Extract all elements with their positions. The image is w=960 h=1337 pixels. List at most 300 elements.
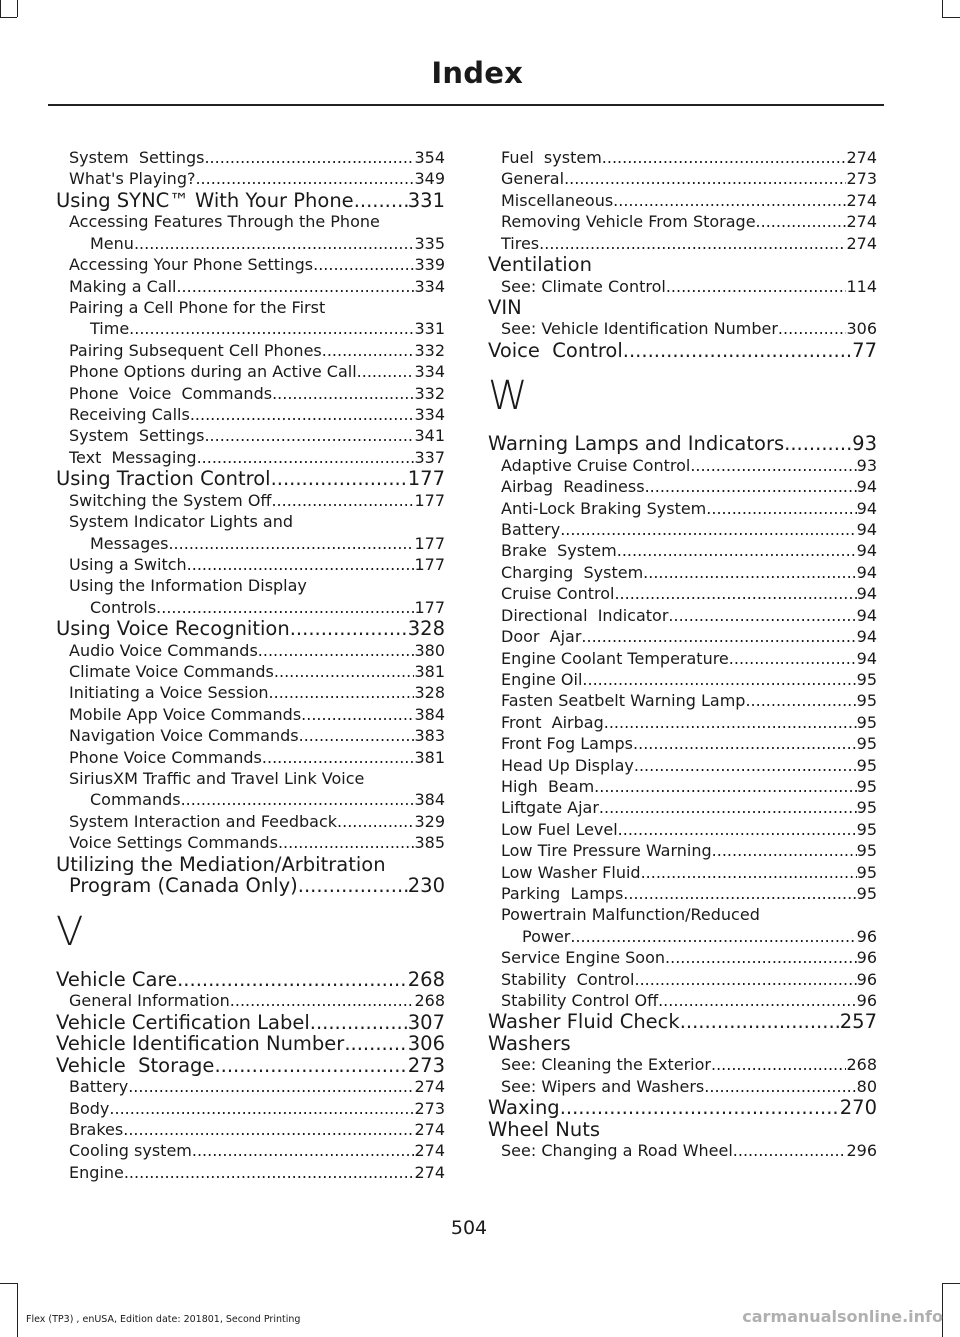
index-subentry bbox=[56, 254, 445, 275]
entry-label: Switching the System Off bbox=[69, 490, 272, 510]
entry-page-number: 95 bbox=[856, 798, 877, 818]
crop-mark bbox=[942, 0, 943, 17]
index-subentry bbox=[56, 276, 445, 297]
index-subentry bbox=[488, 947, 877, 968]
index-subentry bbox=[488, 755, 877, 776]
entry-label: Washer Fluid Check bbox=[488, 1010, 680, 1034]
crop-mark bbox=[17, 0, 18, 17]
dot-leader bbox=[745, 690, 856, 711]
dot-leader bbox=[581, 626, 856, 647]
entry-page-number: 94 bbox=[856, 584, 877, 604]
entry-label: Brakes bbox=[69, 1119, 124, 1139]
entry-label: Menu bbox=[90, 233, 134, 253]
entry-label: Vehicle Certification Label bbox=[56, 1010, 310, 1034]
entry-label: Directional Indicator bbox=[501, 605, 669, 625]
dot-leader bbox=[134, 233, 415, 254]
entry-page-number: 95 bbox=[856, 755, 877, 775]
entry-page-number: 349 bbox=[414, 169, 445, 189]
dot-leader bbox=[711, 1054, 846, 1075]
dot-leader bbox=[617, 540, 857, 561]
entry-label: Miscellaneous bbox=[501, 190, 614, 210]
entry-label: Messages bbox=[90, 533, 169, 553]
dot-leader bbox=[641, 862, 857, 883]
entry-page-number: 385 bbox=[414, 833, 445, 853]
index-subentry bbox=[488, 1140, 877, 1161]
dot-leader bbox=[301, 704, 414, 725]
dot-leader bbox=[633, 733, 857, 754]
dot-leader bbox=[272, 383, 414, 404]
dot-leader bbox=[129, 318, 414, 339]
entry-page-number: 383 bbox=[414, 726, 445, 746]
entry-label: See: Wipers and Washers bbox=[501, 1076, 705, 1096]
entry-page-number: 335 bbox=[414, 233, 445, 253]
index-subentry bbox=[488, 562, 877, 583]
entry-page-number: 95 bbox=[856, 776, 877, 796]
entry-label: Commands bbox=[90, 790, 181, 810]
dot-leader bbox=[269, 682, 415, 703]
index-subentry bbox=[488, 862, 877, 883]
entry-page-number: 94 bbox=[856, 498, 877, 518]
index-subentry bbox=[56, 747, 445, 768]
index-entry bbox=[56, 468, 445, 490]
dot-leader bbox=[784, 433, 852, 455]
index-subentry: Accessing Features Through the Phone bbox=[69, 212, 380, 232]
entry-label: Brake System bbox=[501, 541, 617, 561]
dot-leader bbox=[262, 747, 415, 768]
entry-label: What's Playing? bbox=[69, 169, 196, 189]
entry-page-number: 384 bbox=[414, 704, 445, 724]
index-subentry bbox=[488, 233, 877, 254]
entry-label: Using Traction Control bbox=[56, 467, 271, 491]
entry-label: Waxing bbox=[488, 1096, 560, 1120]
index-entry bbox=[56, 1033, 445, 1055]
dot-leader bbox=[274, 661, 415, 682]
index-subentry bbox=[56, 168, 445, 189]
entry-page-number: 274 bbox=[414, 1141, 445, 1161]
dot-leader bbox=[271, 468, 408, 490]
entry-page-number: 274 bbox=[846, 190, 877, 210]
index-subentry bbox=[488, 147, 877, 168]
crop-mark bbox=[942, 1283, 960, 1284]
dot-leader bbox=[756, 211, 847, 232]
entry-label: Pairing Subsequent Cell Phones bbox=[69, 340, 322, 360]
entry-label: Front Fog Lamps bbox=[501, 734, 634, 754]
index-subentry bbox=[488, 190, 877, 211]
index-subentry bbox=[488, 819, 877, 840]
entry-label: Removing Vehicle From Storage bbox=[501, 212, 756, 232]
entry-label: Airbag Readiness bbox=[501, 477, 645, 497]
dot-leader bbox=[666, 276, 847, 297]
dot-leader bbox=[733, 1140, 847, 1161]
entry-page-number: 274 bbox=[846, 212, 877, 232]
index-subentry bbox=[488, 883, 877, 904]
entry-page-number: 331 bbox=[414, 319, 445, 339]
index-entry bbox=[56, 1012, 445, 1034]
entry-label: See: Cleaning the Exterior bbox=[501, 1055, 711, 1075]
entry-label: Cooling system bbox=[69, 1141, 192, 1161]
dot-leader bbox=[344, 1033, 407, 1055]
index-subentry bbox=[56, 233, 445, 254]
index-subentry bbox=[56, 990, 445, 1011]
entry-label: High Beam bbox=[501, 776, 595, 796]
index-subentry bbox=[56, 640, 445, 661]
index-subentry bbox=[488, 318, 877, 339]
index-subentry bbox=[488, 276, 877, 297]
dot-leader bbox=[570, 926, 856, 947]
dot-leader bbox=[645, 476, 857, 497]
index-column-right bbox=[488, 147, 877, 1162]
dot-leader bbox=[658, 990, 857, 1011]
entry-page-number: 268 bbox=[414, 991, 445, 1011]
entry-label: Fasten Seatbelt Warning Lamp bbox=[501, 691, 746, 711]
entry-label: Phone Options during an Active Call bbox=[69, 362, 357, 382]
dot-leader bbox=[123, 1119, 414, 1140]
index-subentry bbox=[56, 1140, 445, 1161]
entry-label: Stability Control bbox=[501, 969, 635, 989]
entry-label: Phone Voice Commands bbox=[69, 383, 273, 403]
index-subentry bbox=[56, 447, 445, 468]
index-subentry bbox=[488, 690, 877, 711]
index-entry bbox=[56, 618, 445, 640]
entry-page-number: 273 bbox=[414, 1098, 445, 1118]
dot-leader bbox=[643, 562, 856, 583]
index-subentry bbox=[56, 1119, 445, 1140]
dot-leader bbox=[278, 832, 415, 853]
dot-leader bbox=[109, 1098, 414, 1119]
index-subentry bbox=[56, 340, 445, 361]
dot-leader bbox=[594, 776, 856, 797]
crop-mark bbox=[17, 1283, 18, 1337]
dot-leader bbox=[778, 318, 847, 339]
entry-label: Body bbox=[69, 1098, 110, 1118]
index-entry bbox=[56, 1055, 445, 1077]
watermark: carmanualsonline.info bbox=[742, 1307, 943, 1326]
crop-mark bbox=[942, 17, 960, 18]
entry-page-number: 307 bbox=[407, 1010, 445, 1034]
index-subentry bbox=[56, 811, 445, 832]
entry-page-number: 95 bbox=[856, 734, 877, 754]
entry-label: Mobile App Voice Commands bbox=[69, 704, 302, 724]
index-entry: Washers bbox=[488, 1031, 571, 1055]
entry-label: Engine Coolant Temperature bbox=[501, 648, 729, 668]
index-subentry bbox=[56, 533, 445, 554]
entry-label: Battery bbox=[501, 520, 561, 540]
entry-label: Adaptive Cruise Control bbox=[501, 455, 691, 475]
dot-leader bbox=[187, 554, 415, 575]
entry-page-number: 274 bbox=[846, 233, 877, 253]
dot-leader bbox=[357, 361, 415, 382]
index-subentry bbox=[56, 361, 445, 382]
dot-leader bbox=[564, 168, 846, 189]
entry-label: Anti-Lock Braking System bbox=[501, 498, 707, 518]
entry-label: Cruise Control bbox=[501, 584, 615, 604]
index-subentry bbox=[488, 540, 877, 561]
entry-page-number: 96 bbox=[856, 948, 877, 968]
dot-leader bbox=[128, 1076, 414, 1097]
entry-page-number: 329 bbox=[414, 811, 445, 831]
entry-label: Using SYNC™ With Your Phone bbox=[56, 188, 354, 212]
entry-label: Vehicle Identification Number bbox=[56, 1032, 345, 1056]
index-entry bbox=[56, 969, 445, 991]
entry-page-number: 331 bbox=[407, 188, 445, 212]
dot-leader bbox=[582, 669, 856, 690]
dot-leader bbox=[634, 755, 857, 776]
entry-page-number: 96 bbox=[856, 926, 877, 946]
entry-page-number: 93 bbox=[856, 455, 877, 475]
index-subentry bbox=[56, 490, 445, 511]
crop-mark bbox=[0, 1283, 17, 1284]
entry-page-number: 94 bbox=[856, 648, 877, 668]
index-column-left bbox=[56, 147, 445, 1183]
dot-leader bbox=[613, 190, 846, 211]
entry-label: Door Ajar bbox=[501, 627, 582, 647]
dot-leader bbox=[313, 254, 414, 275]
entry-page-number: 95 bbox=[856, 691, 877, 711]
entry-label: Audio Voice Commands bbox=[69, 640, 258, 660]
dot-leader bbox=[124, 1162, 415, 1183]
index-subentry bbox=[56, 597, 445, 618]
entry-page-number: 341 bbox=[414, 426, 445, 446]
entry-page-number: 334 bbox=[414, 276, 445, 296]
entry-page-number: 274 bbox=[414, 1077, 445, 1097]
entry-page-number: 273 bbox=[846, 169, 877, 189]
index-entry bbox=[56, 875, 445, 897]
dot-leader bbox=[230, 990, 415, 1011]
index-subentry bbox=[488, 712, 877, 733]
page-number: 504 bbox=[450, 1217, 488, 1239]
index-entry: Ventilation bbox=[488, 253, 592, 277]
index-subentry bbox=[488, 990, 877, 1011]
entry-label: Fuel system bbox=[501, 148, 602, 167]
entry-page-number: 306 bbox=[407, 1032, 445, 1056]
index-subentry bbox=[56, 425, 445, 446]
dot-leader bbox=[181, 789, 415, 810]
index-subentry: Pairing a Cell Phone for the First bbox=[69, 297, 326, 317]
entry-page-number: 114 bbox=[846, 276, 877, 296]
entry-page-number: 334 bbox=[414, 362, 445, 382]
entry-page-number: 268 bbox=[407, 967, 445, 991]
entry-page-number: 94 bbox=[856, 520, 877, 540]
entry-label: Program (Canada Only) bbox=[69, 874, 298, 898]
entry-page-number: 337 bbox=[414, 447, 445, 467]
entry-page-number: 273 bbox=[407, 1053, 445, 1077]
dot-leader bbox=[176, 276, 414, 297]
entry-page-number: 94 bbox=[856, 605, 877, 625]
index-entry: Wheel Nuts bbox=[488, 1117, 601, 1141]
dot-leader bbox=[623, 883, 856, 904]
index-subentry bbox=[488, 455, 877, 476]
entry-label: Receiving Calls bbox=[69, 404, 190, 424]
entry-label: See: Vehicle Identification Number bbox=[501, 319, 778, 339]
entry-page-number: 95 bbox=[856, 712, 877, 732]
index-subentry bbox=[488, 969, 877, 990]
entry-label: Low Fuel Level bbox=[501, 819, 618, 839]
entry-page-number: 177 bbox=[414, 554, 445, 574]
entry-label: Low Tire Pressure Warning bbox=[501, 841, 712, 861]
index-letter-heading: W bbox=[488, 373, 528, 420]
index-subentry bbox=[488, 648, 877, 669]
entry-label: Time bbox=[90, 319, 130, 339]
index-entry: VIN bbox=[488, 295, 522, 319]
entry-label: Accessing Your Phone Settings bbox=[69, 255, 314, 275]
entry-label: Voice Settings Commands bbox=[69, 833, 278, 853]
entry-label: Charging System bbox=[501, 562, 644, 582]
entry-page-number: 274 bbox=[414, 1162, 445, 1182]
index-entry bbox=[488, 340, 877, 362]
entry-label: Low Washer Fluid bbox=[501, 862, 641, 882]
entry-page-number: 95 bbox=[856, 819, 877, 839]
index-subentry bbox=[488, 583, 877, 604]
dot-leader bbox=[156, 597, 414, 618]
header-rule bbox=[48, 104, 884, 106]
index-subentry bbox=[56, 1162, 445, 1183]
entry-label: Service Engine Soon bbox=[501, 948, 666, 968]
entry-page-number: 94 bbox=[856, 562, 877, 582]
entry-label: Controls bbox=[90, 597, 157, 617]
entry-page-number: 95 bbox=[856, 669, 877, 689]
index-subentry bbox=[56, 789, 445, 810]
entry-page-number: 296 bbox=[846, 1141, 877, 1161]
dot-leader bbox=[177, 969, 408, 991]
dot-leader bbox=[712, 840, 857, 861]
entry-page-number: 339 bbox=[414, 255, 445, 275]
dot-leader bbox=[614, 583, 856, 604]
entry-page-number: 94 bbox=[856, 477, 877, 497]
entry-label: Using a Switch bbox=[69, 554, 187, 574]
entry-page-number: 268 bbox=[846, 1055, 877, 1075]
index-subentry bbox=[488, 1054, 877, 1075]
entry-page-number: 230 bbox=[407, 874, 445, 898]
entry-page-number: 306 bbox=[846, 319, 877, 339]
entry-page-number: 381 bbox=[414, 662, 445, 682]
entry-page-number: 274 bbox=[846, 148, 877, 167]
entry-label: Liftgate Ajar bbox=[501, 798, 599, 818]
index-subentry bbox=[488, 926, 877, 947]
dot-leader bbox=[354, 190, 408, 212]
index-subentry bbox=[56, 725, 445, 746]
index-subentry: Powertrain Malfunction/Reduced bbox=[501, 905, 760, 925]
entry-label: Engine bbox=[69, 1162, 124, 1182]
entry-label: See: Changing a Road Wheel bbox=[501, 1141, 733, 1161]
entry-label: General Information bbox=[69, 991, 230, 1011]
dot-leader bbox=[290, 618, 408, 640]
dot-leader bbox=[168, 533, 414, 554]
index-subentry bbox=[488, 168, 877, 189]
index-subentry bbox=[488, 1076, 877, 1097]
entry-label: Front Airbag bbox=[501, 712, 604, 732]
index-subentry bbox=[488, 840, 877, 861]
entry-label: Parking Lamps bbox=[501, 883, 624, 903]
index-subentry bbox=[488, 605, 877, 626]
index-subentry bbox=[56, 682, 445, 703]
index-subentry bbox=[488, 776, 877, 797]
dot-leader bbox=[190, 404, 415, 425]
entry-label: Text Messaging bbox=[69, 447, 197, 467]
entry-label: Tires bbox=[501, 233, 540, 253]
entry-page-number: 177 bbox=[414, 533, 445, 553]
index-subentry bbox=[56, 318, 445, 339]
entry-label: System Settings bbox=[69, 426, 205, 446]
entry-page-number: 257 bbox=[839, 1010, 877, 1034]
index-entry: Utilizing the Mediation/Arbitration bbox=[56, 852, 386, 876]
dot-leader bbox=[214, 1055, 407, 1077]
entry-page-number: 80 bbox=[856, 1076, 877, 1096]
dot-leader bbox=[337, 811, 414, 832]
entry-label: System Interaction and Feedback bbox=[69, 811, 338, 831]
entry-label: General bbox=[501, 169, 565, 189]
entry-page-number: 332 bbox=[414, 340, 445, 360]
dot-leader bbox=[204, 425, 414, 446]
entry-page-number: 95 bbox=[856, 862, 877, 882]
dot-leader bbox=[322, 340, 415, 361]
index-subentry bbox=[488, 519, 877, 540]
entry-page-number: 270 bbox=[839, 1096, 877, 1120]
index-subentry bbox=[56, 383, 445, 404]
index-subentry: SiriusXM Traffic and Travel Link Voice bbox=[69, 769, 365, 789]
index-subentry bbox=[56, 661, 445, 682]
index-subentry bbox=[488, 669, 877, 690]
entry-label: Vehicle Care bbox=[56, 967, 178, 991]
entry-page-number: 328 bbox=[414, 683, 445, 703]
dot-leader bbox=[618, 819, 857, 840]
dot-leader bbox=[560, 519, 856, 540]
entry-page-number: 274 bbox=[414, 1119, 445, 1139]
entry-label: Stability Control Off bbox=[501, 991, 659, 1010]
entry-page-number: 177 bbox=[407, 467, 445, 491]
dot-leader bbox=[634, 969, 856, 990]
dot-leader bbox=[298, 875, 408, 897]
index-subentry bbox=[56, 832, 445, 853]
dot-leader bbox=[665, 947, 857, 968]
index-subentry bbox=[488, 211, 877, 232]
entry-page-number: 94 bbox=[856, 541, 877, 561]
entry-label: Engine Oil bbox=[501, 669, 583, 689]
dot-leader bbox=[668, 605, 856, 626]
entry-label: Battery bbox=[69, 1077, 129, 1097]
index-subentry: System Indicator Lights and bbox=[69, 512, 293, 532]
entry-page-number: 381 bbox=[414, 747, 445, 767]
index-subentry bbox=[488, 797, 877, 818]
dot-leader bbox=[204, 147, 414, 168]
dot-leader bbox=[197, 447, 415, 468]
entry-page-number: 94 bbox=[856, 627, 877, 647]
entry-page-number: 177 bbox=[414, 597, 445, 617]
dot-leader bbox=[560, 1097, 840, 1119]
entry-label: Initiating a Voice Session bbox=[69, 683, 269, 703]
entry-page-number: 95 bbox=[856, 883, 877, 903]
index-subentry bbox=[56, 1076, 445, 1097]
dot-leader bbox=[602, 147, 847, 168]
entry-page-number: 334 bbox=[414, 404, 445, 424]
dot-leader bbox=[690, 455, 856, 476]
entry-label: Making a Call bbox=[69, 276, 177, 296]
dot-leader bbox=[604, 712, 857, 733]
dot-leader bbox=[623, 340, 852, 362]
index-entry bbox=[56, 190, 445, 212]
index-subentry bbox=[488, 498, 877, 519]
index-entry bbox=[488, 1011, 877, 1033]
index-subentry bbox=[56, 1098, 445, 1119]
crop-mark bbox=[0, 0, 1, 17]
index-subentry bbox=[488, 476, 877, 497]
dot-leader bbox=[299, 725, 415, 746]
entry-label: Head Up Display bbox=[501, 755, 634, 775]
entry-label: Navigation Voice Commands bbox=[69, 726, 299, 746]
index-subentry bbox=[488, 626, 877, 647]
dot-leader bbox=[271, 490, 414, 511]
index-subentry bbox=[56, 704, 445, 725]
entry-page-number: 354 bbox=[414, 148, 445, 167]
